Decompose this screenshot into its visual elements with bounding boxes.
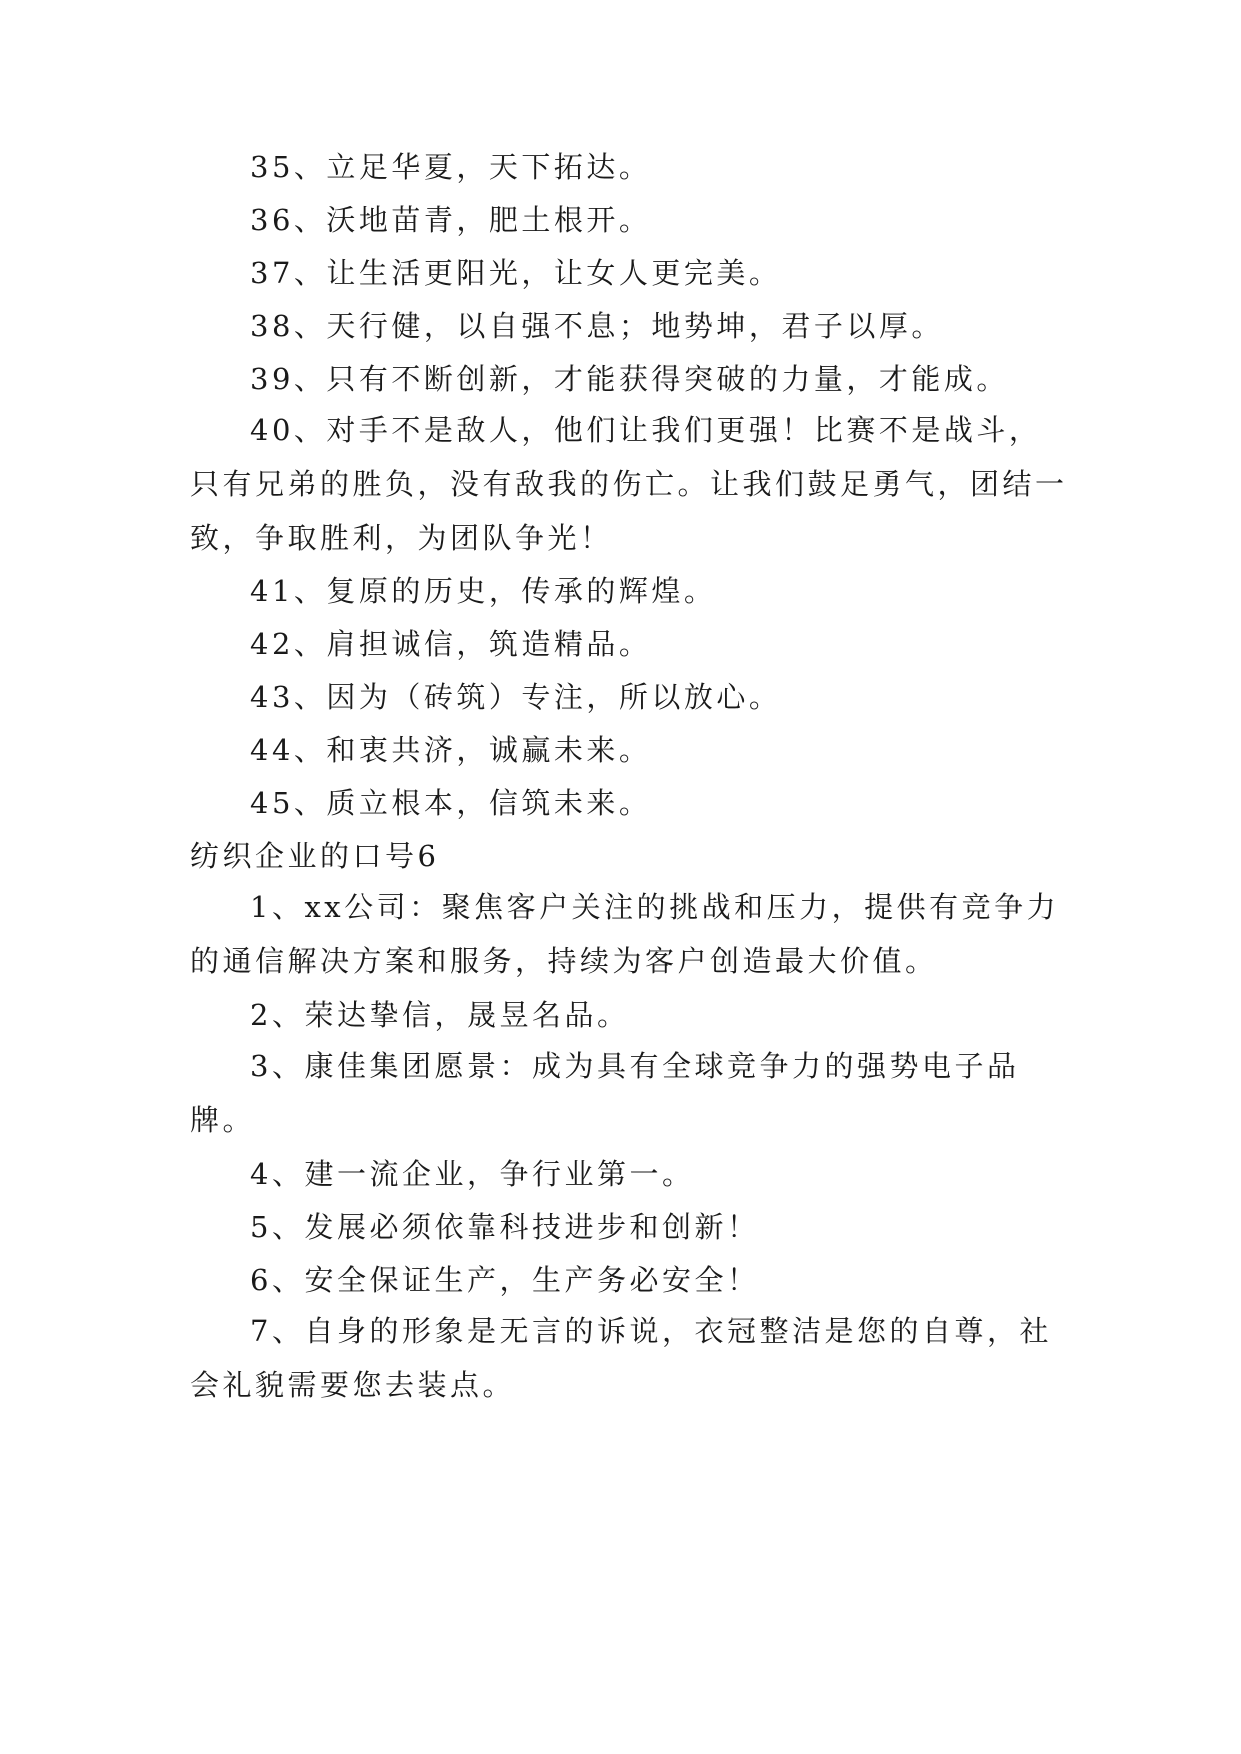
- slogan-item-41: 41、复原的历史，传承的辉煌。: [250, 574, 717, 608]
- slogan-item-44: 44、和衷共济，诚赢未来。: [250, 733, 652, 767]
- slogan-item-36: 36、沃地苗青，肥土根开。: [250, 203, 652, 237]
- slogan-item-38: 38、天行健，以自强不息；地势坤，君子以厚。: [250, 309, 944, 343]
- section-heading: 纺织企业的口号6: [190, 839, 440, 873]
- slogan-item-7: 7、自身的形象是无言的诉说，衣冠整洁是您的自尊，社会礼貌需要您去装点。: [190, 1314, 1052, 1402]
- slogan-item-39: 39、只有不断创新，才能获得突破的力量，才能成。: [250, 362, 1009, 396]
- slogan-item-35: 35、立足华夏，天下拓达。: [250, 150, 652, 184]
- slogan-item-37: 37、让生活更阳光，让女人更完美。: [250, 256, 782, 290]
- slogan-item-42: 42、肩担诚信，筑造精品。: [250, 627, 652, 661]
- slogan-item-43: 43、因为（砖筑）专注，所以放心。: [250, 680, 782, 714]
- slogan-item-3: 3、康佳集团愿景：成为具有全球竞争力的强势电子品牌。: [190, 1049, 1020, 1137]
- slogan-item-5: 5、发展必须依靠科技进步和创新！: [250, 1210, 760, 1244]
- slogan-item-4: 4、建一流企业，争行业第一。: [250, 1157, 695, 1191]
- slogan-item-45: 45、质立根本，信筑未来。: [250, 786, 652, 820]
- slogan-item-40: 40、对手不是敌人，他们让我们更强！比赛不是战斗，只有兄弟的胜负，没有敌我的伤亡。让我们鼓足勇气，团结一致，争取胜利，为团队争光！: [190, 413, 1068, 555]
- slogan-item-2: 2、荣达挚信，晟昱名品。: [250, 998, 630, 1032]
- slogan-item-6: 6、安全保证生产，生产务必安全！: [250, 1263, 760, 1297]
- slogan-item-1: 1、xx公司：聚焦客户关注的挑战和压力，提供有竞争力的通信解决方案和服务，持续为客户创造最大价值。: [190, 890, 1060, 978]
